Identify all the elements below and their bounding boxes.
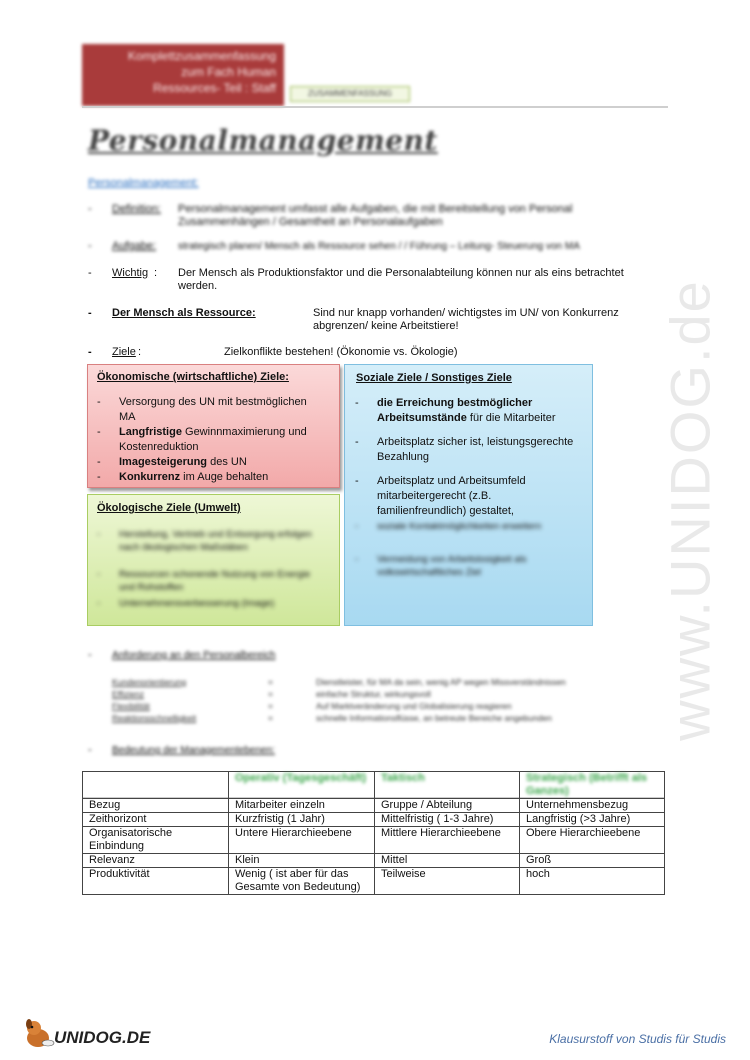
oekonomische-ziele-box: Ökonomische (wirtschaftliche) Ziele: - Versorgung des UN mit bestmöglichen MA - Langfristige Gewinnmaximierung und Kostenreduktion - Imagesteigerung des UN - Konkurrenz im Auge behalten: [87, 364, 340, 488]
soziale-ziele-title: Soziale Ziele / Sonstiges Ziele: [356, 372, 512, 384]
logo-text: UNIDOG.DE: [54, 1028, 151, 1047]
requirement-desc: Auf Marktveränderung und Globalisierung reagieren: [316, 701, 512, 711]
header-title-box: [82, 44, 284, 106]
table-header-cell: Strategisch (Betrifft als Ganzes): [520, 772, 665, 799]
page-title: Personalmanagement: [88, 124, 438, 157]
table-cell: Untere Hierarchieebene: [229, 827, 375, 854]
requirement-term: Flexibilität: [112, 701, 150, 711]
table-row: [83, 827, 665, 854]
definition-text: Personalmanagement umfasst alle Aufgaben, die mit Bereitstellung von Personal Zusammenhängen / Gesamtheit an Personalaufgaben: [178, 203, 573, 228]
table-cell: Mittelfristig ( 1-3 Jahre): [375, 813, 520, 827]
table-cell: Bezug: [83, 799, 229, 813]
aufgabe-label: Aufgabe:: [112, 240, 157, 252]
wichtig-row: - Wichtig : Der Mensch als Produktionsfaktor und die Personalabteilung können nur als eins betrachtet werden.: [88, 267, 648, 295]
dog-icon: [22, 1016, 56, 1050]
unidog-logo[interactable]: [22, 1016, 152, 1050]
oekonomische-ziele-title: Ökonomische (wirtschaftliche) Ziele:: [97, 371, 289, 383]
table-cell: Organisatorische Einbindung: [83, 827, 229, 854]
ziele-text: Zielkonflikte bestehen! (Ökonomie vs. Ökologie): [224, 346, 458, 358]
table-cell: Mittel: [375, 854, 520, 868]
definition-label: Definition:: [112, 203, 161, 215]
table-header-row: [83, 772, 665, 799]
requirement-desc: einfache Struktur, wirkungsvoll: [316, 689, 431, 699]
table-cell: Unternehmensbezug: [520, 799, 665, 813]
header-tag: ZUSAMMENFASSUNG: [290, 86, 410, 102]
table-cell: Langfristig (>3 Jahre): [520, 813, 665, 827]
table-cell: Groß: [520, 854, 665, 868]
requirement-term: Reaktionsschnelligkeit: [112, 713, 197, 723]
aufgabe-row: - Aufgabe: strategisch planen/ Mensch als Ressource sehen / / Führung – Leitung- Steuerung von MA: [88, 240, 648, 254]
table-header-cell: Taktisch: [375, 772, 520, 799]
section-link[interactable]: Personalmanagement:: [88, 177, 199, 189]
table-cell: Wenig ( ist aber für das Gesamte von Bedeutung): [229, 868, 375, 895]
table-header-cell: Operativ (Tagesgeschäft): [229, 772, 375, 799]
table-row: [83, 813, 665, 827]
oekologische-ziele-title: Ökologische Ziele (Umwelt): [97, 502, 241, 514]
aufgabe-text: strategisch planen/ Mensch als Ressource sehen / / Führung – Leitung- Steuerung von MA: [178, 241, 580, 252]
requirements-heading: Anforderung an den Personalbereich: [112, 650, 276, 661]
header-title-line: Komplettzusammenfassung: [127, 49, 276, 63]
table-cell: Zeithorizont: [83, 813, 229, 827]
table-cell: Klein: [229, 854, 375, 868]
header-title-line: zum Fach Human: [181, 65, 276, 79]
requirement-desc: Dienstleister, für MA da sein, wenig AP wegen Missverständnissen: [316, 677, 566, 687]
wichtig-text: Der Mensch als Produktionsfaktor und die Personalabteilung können nur als eins betrachtet werden.: [178, 267, 624, 292]
wichtig-label: Wichtig: [112, 267, 149, 279]
table-cell: Teilweise: [375, 868, 520, 895]
table-cell: Produktivität: [83, 868, 229, 895]
watermark: www.UNIDOG.de: [658, 279, 722, 741]
requirement-eq: =: [268, 677, 273, 687]
ziele-label: Ziele: [112, 346, 136, 358]
requirement-eq: =: [268, 689, 273, 699]
table-row: [83, 799, 665, 813]
footer-tagline: Klausurstoff von Studis für Studis: [549, 1032, 726, 1046]
requirement-eq: =: [268, 713, 273, 723]
table-header-cell: [83, 772, 229, 799]
requirements-heading-row: - Anforderung an den Personalbereich: [88, 649, 276, 661]
definition-row: - Definition: Personalmanagement umfasst alle Aufgaben, die mit Bereitstellung von Personal Zusammenhängen / Gesamtheit an Personalaufgaben: [88, 203, 648, 231]
management-table: [82, 771, 665, 895]
table-cell: Mittlere Hierarchieebene: [375, 827, 520, 854]
requirement-desc: schnelle Informationsflüsse, an betreute Bereiche angebunden: [316, 713, 552, 723]
management-heading: Bedeutung der Managementebenen:: [112, 745, 275, 756]
table-row: [83, 854, 665, 868]
table-cell: Gruppe / Abteilung: [375, 799, 520, 813]
table-cell: Kurzfristig (1 Jahr): [229, 813, 375, 827]
requirement-term: Effizienz: [112, 689, 144, 699]
table-cell: Mitarbeiter einzeln: [229, 799, 375, 813]
ressource-row: - Der Mensch als Ressource: Sind nur knapp vorhanden/ wichtigstes im UN/ von Konkurrenz abgrenzen/ keine Arbeitstiere!: [88, 307, 648, 335]
table-cell: Relevanz: [83, 854, 229, 868]
header-divider: [82, 106, 668, 108]
ressource-text: Sind nur knapp vorhanden/ wichtigstes im UN/ von Konkurrenz abgrenzen/ keine Arbeitstiere!: [313, 307, 619, 332]
soziale-ziele-box: Soziale Ziele / Sonstiges Ziele - die Erreichung bestmöglicher Arbeitsumstände für die Mitarbeiter - Arbeitsplatz sicher ist, leistungsgerechte Bezahlung - Arbeitsplatz und Arbeitsumfeld mitarbeitergerecht (z.B. familienfreundlich) gestaltet, - soziale Kontaktmöglichkeiten erweitern - Vermeidung von Arbeitslosigkeit als volkswirtschaftliches Ziel: [344, 364, 593, 626]
management-heading-row: - Bedeutung der Managementebenen:: [88, 744, 275, 756]
header-title-line: Ressources- Teil : Staff: [153, 81, 276, 95]
ziele-row: - Ziele : Zielkonflikte bestehen! (Ökonomie vs. Ökologie): [88, 346, 458, 358]
table-cell: hoch: [520, 868, 665, 895]
oekologische-ziele-box: Ökologische Ziele (Umwelt) - Herstellung, Vertrieb und Entsorgung erfolgen nach ökologischen Maßstäben - Ressourcen schonende Nutzung von Energie und Rohstoffen - Unternehmensverbesserung (Image): [87, 494, 340, 626]
table-row: [83, 868, 665, 895]
requirement-term: Kundenorientierung: [112, 677, 187, 687]
requirement-eq: =: [268, 701, 273, 711]
table-cell: Obere Hierarchieebene: [520, 827, 665, 854]
ressource-label: Der Mensch als Ressource:: [112, 307, 256, 319]
